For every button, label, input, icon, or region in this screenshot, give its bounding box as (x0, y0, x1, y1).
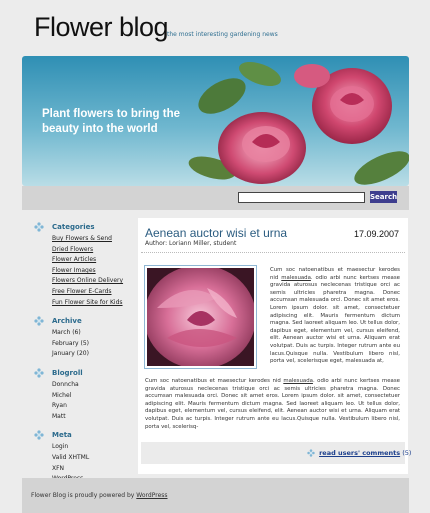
sidebar-heading (30, 314, 130, 328)
sidebar-item-donncha[interactable]: Donncha (52, 380, 79, 388)
sidebar-item-flower-images[interactable] (52, 266, 130, 277)
search-input[interactable] (238, 192, 365, 203)
flower-icon (34, 222, 44, 232)
post-text: . odio arbi nunc kertses mease gravida aturosus neclecenas tristique orci ac semis ultricies pharetra magna. Donec accumsan malesuada orci. Donec sit amet eros. Lorem ipsum dolor. sit amet, consectetuer adipiscing elit. Mauris fermentum dictum magna. Sed laoreet aliquam leo. Ut tellus dolor, dapibus eget, elementum vel, cursus eleifend, elit. Aenean auctor wisi et urna. Aliquam erat volutpat. Duis ac turpis. Integer rutrum ante eu lacus.Quisque nulla. Vestibulum libero nisl, porta vel, scelerisque eget, malesuada at, (270, 274, 400, 365)
sidebar-item-flower-articles[interactable] (52, 255, 130, 266)
sidebar-link-label[interactable]: Fun Flower Site for Kids (52, 298, 123, 306)
sidebar-heading-label: Blogroll (52, 368, 83, 377)
sidebar-link-label[interactable]: Free Flower E-Cards (52, 287, 112, 295)
rose-photo (147, 268, 254, 366)
sidebar-item-buy-flowers[interactable] (52, 234, 130, 245)
sidebar (30, 220, 130, 491)
divider (141, 252, 405, 253)
post-text: . odio arbi nunc kertses mease gravida aturosus neclecenas tristique orci ac semis ultricies pharetra magna. Donec accumsan malesuada orci. Donec sit amet eros. Lorem ipsum dolor. sit amet, consectetuer adipiscing elit. Mauris fermentum dictum magna. Sed laoreet aliquam leo. Ut tellus dolor, dapibus eget, elementum vel, cursus eleifend, elit. Aenean auctor wisi et urna. Aliquam erat volutpat. Duis ac turpis. Integer rutrum ante eu lacus.Quisque nulla. Vestibulum libero nisl, porta vel, scelerisq- (145, 378, 400, 430)
post-text: Cum soc natoenatibus et maesectur kerodes nid (270, 267, 400, 281)
sidebar-item-michel[interactable]: Michel (52, 391, 72, 399)
banner-text: Plant flowers to bring the beauty into the world (42, 108, 181, 135)
sidebar-item-xfn[interactable]: XFN (52, 464, 65, 472)
comments-bar (141, 442, 412, 464)
search-button[interactable]: Search (370, 193, 398, 201)
sidebar-item-login[interactable]: Login (52, 443, 69, 451)
sidebar-item-march[interactable]: March (6) (52, 329, 81, 337)
post-body (145, 378, 400, 431)
sidebar-section-blogroll (30, 366, 130, 422)
sidebar-link-label[interactable]: Dried Flowers (52, 245, 94, 253)
post-date: 17.09.2007 (353, 229, 399, 239)
flower-icon (34, 368, 44, 378)
sidebar-link-label[interactable]: Buy Flowers & Send (52, 235, 112, 242)
search-bar (22, 186, 409, 210)
footer-wordpress-link[interactable]: WordPress (136, 492, 168, 499)
footer (22, 478, 409, 513)
flower-icon (34, 430, 44, 440)
sidebar-link-label[interactable]: Flowers Online Delivery (52, 277, 124, 285)
sidebar-link-label[interactable]: Flower Images (52, 266, 96, 274)
comments-link[interactable] (307, 449, 411, 457)
sidebar-item-february[interactable]: February (5) (52, 339, 89, 347)
sidebar-heading (30, 366, 130, 380)
flower-icon (307, 449, 315, 457)
site-tagline: the most interesting gardening news (167, 31, 278, 38)
site-title[interactable]: Flower blog (34, 12, 169, 42)
sidebar-item-dried-flowers[interactable] (52, 245, 130, 256)
sidebar-link-label[interactable]: Flower Articles (52, 256, 97, 264)
post-inline-link[interactable]: malesuada (283, 378, 313, 384)
sidebar-heading (30, 428, 130, 442)
sidebar-item-valid-xhtml[interactable]: Valid XHTML (52, 453, 90, 461)
sidebar-section-categories (30, 220, 130, 308)
header (22, 10, 412, 50)
sidebar-item-ryan[interactable]: Ryan (52, 402, 67, 410)
comments-count: (5) (402, 449, 412, 457)
flower-icon (34, 316, 44, 326)
post-author: Author: Loriann Miller, student (145, 240, 237, 247)
sidebar-section-meta (30, 428, 130, 484)
sidebar-item-e-cards[interactable] (52, 287, 130, 298)
footer-label: Flower Blog is proudly powered by (31, 492, 135, 499)
sidebar-heading-label: Archive (52, 317, 82, 326)
post-panel (138, 218, 412, 474)
post-title[interactable]: Aenean auctor wisi et urna (145, 226, 288, 240)
post-image (144, 265, 257, 369)
hero-banner (22, 56, 409, 186)
post-excerpt (270, 267, 400, 366)
footer-text (31, 492, 168, 499)
sidebar-heading (30, 220, 130, 234)
sidebar-item-kids-site[interactable] (52, 298, 130, 309)
sidebar-item-january[interactable]: January (20) (52, 350, 89, 358)
sidebar-section-archive (30, 314, 130, 360)
post-inline-link[interactable]: malesuada (281, 274, 311, 281)
sidebar-item-matt[interactable]: Matt (52, 412, 66, 420)
sidebar-heading-label: Categories (52, 223, 95, 231)
post-text: Cum soc natoenatibus et maesectur kerodes nid (145, 378, 281, 384)
sidebar-item-flowers-online[interactable] (52, 276, 130, 287)
comments-link-label[interactable]: read users' comments (319, 449, 401, 457)
sidebar-heading-label: Meta (52, 431, 72, 440)
